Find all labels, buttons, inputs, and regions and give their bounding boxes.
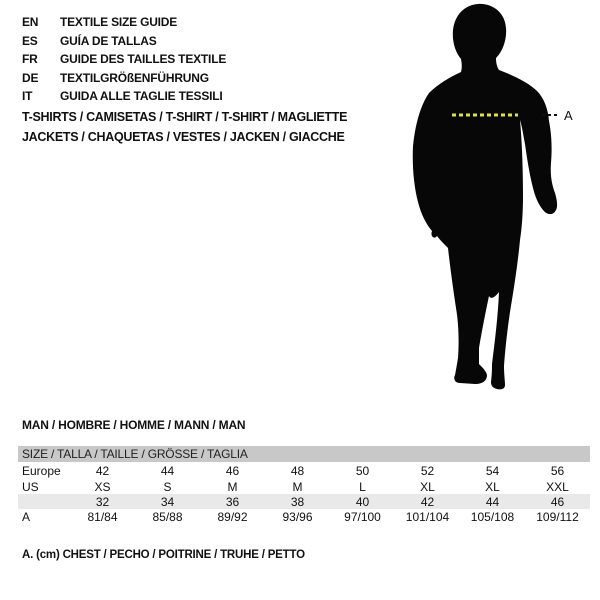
size-cell: 46: [550, 494, 565, 509]
size-cell: 56: [550, 463, 565, 478]
section-title-man: MAN / HOMBRE / HOMME / MANN / MAN: [22, 418, 246, 432]
product-types: [22, 110, 347, 150]
table-row-us: [18, 479, 590, 494]
size-cell: 93/96: [282, 510, 313, 524]
language-label: GUIDE DES TAILLES TEXTILE: [60, 52, 227, 67]
language-code: EN: [22, 15, 39, 30]
row-label: A: [22, 510, 31, 524]
size-cell: 34: [160, 494, 175, 509]
language-label: TEXTILGRÖßENFÜHRUNG: [60, 70, 209, 85]
table-row-chest: [18, 509, 590, 525]
language-row: [22, 69, 226, 88]
size-cell: 32: [95, 494, 110, 509]
size-cell: 42: [95, 463, 110, 478]
size-cell: M: [292, 479, 303, 494]
size-cell: 50: [355, 463, 370, 478]
language-row: [22, 13, 226, 32]
language-label: TEXTILE SIZE GUIDE: [60, 15, 178, 30]
size-cell: 109/112: [536, 510, 579, 524]
size-cell: 36: [225, 494, 240, 509]
man-silhouette: [402, 0, 578, 400]
size-cell: 85/88: [152, 510, 183, 524]
size-cell: 42: [420, 494, 435, 509]
size-cell: 44: [485, 494, 500, 509]
table-header: SIZE / TALLA / TAILLE / GRÖSSE / TAGLIA: [18, 446, 590, 462]
product-line-tshirts: T-SHIRTS / CAMISETAS / T-SHIRT / T-SHIRT / MAGLIETTE: [22, 110, 348, 124]
size-cell: 81/84: [87, 510, 118, 524]
language-row: [22, 50, 226, 69]
measure-label-a: A: [564, 108, 573, 123]
size-cell: L: [359, 479, 366, 494]
size-cell: 52: [420, 463, 435, 478]
language-code: DE: [22, 70, 39, 85]
size-cell: 97/100: [344, 510, 381, 524]
size-cell: XXL: [546, 479, 569, 494]
man-silhouette-shape: [413, 4, 557, 389]
size-cell: 46: [225, 463, 240, 478]
size-cell: M: [227, 479, 238, 494]
row-label: US: [22, 479, 39, 494]
language-code: ES: [22, 33, 38, 48]
language-code: FR: [22, 52, 38, 67]
table-row-us-numeric: [18, 494, 590, 509]
language-code: IT: [22, 89, 33, 104]
table-row-europe: [18, 462, 590, 479]
language-row: [22, 32, 226, 51]
size-cell: S: [163, 479, 172, 494]
language-label: GUIDA ALLE TAGLIE TESSILI: [60, 89, 223, 104]
size-cell: XL: [420, 479, 435, 494]
language-list: [22, 13, 226, 106]
size-cell: 38: [290, 494, 305, 509]
footnote-chest: A. (cm) CHEST / PECHO / POITRINE / TRUHE / PETTO: [22, 549, 305, 561]
row-label: Europe: [22, 463, 61, 478]
size-cell: 101/104: [405, 510, 450, 524]
product-line-jackets: JACKETS / CHAQUETAS / VESTES / JACKEN / GIACCHE: [22, 130, 345, 144]
size-cell: 89/92: [217, 510, 248, 524]
language-row: [22, 87, 226, 106]
size-cell: 105/108: [470, 510, 515, 524]
size-cell: 44: [160, 463, 175, 478]
size-cell: 40: [355, 494, 370, 509]
size-cell: XL: [485, 479, 500, 494]
language-label: GUÍA DE TALLAS: [60, 33, 157, 48]
size-table: [18, 446, 590, 525]
size-cell: 54: [485, 463, 500, 478]
size-cell: XS: [94, 479, 111, 494]
size-cell: 48: [290, 463, 305, 478]
